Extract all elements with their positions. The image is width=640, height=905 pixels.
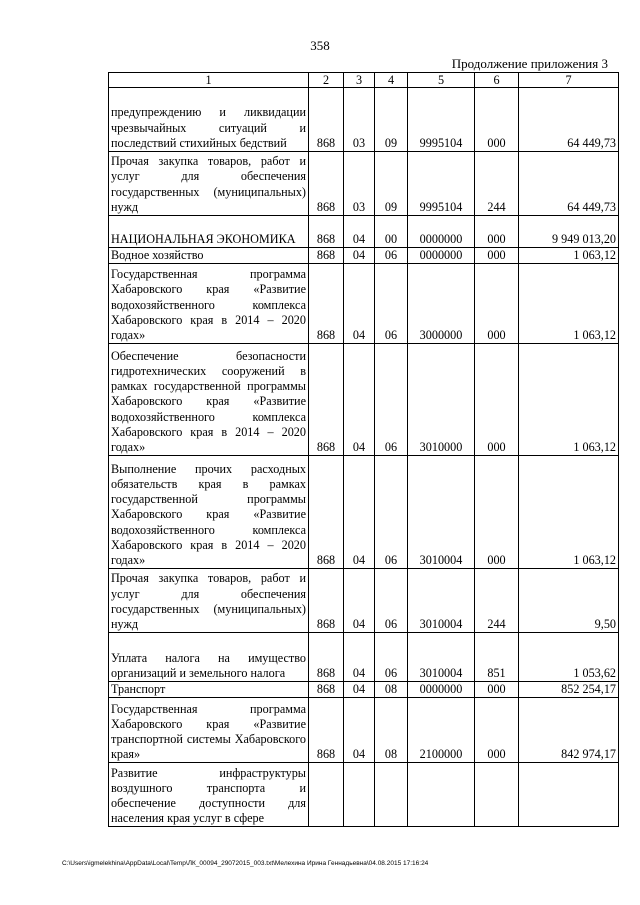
- row-vr: [475, 763, 519, 827]
- table-row: [109, 633, 619, 682]
- row-csr: 3010000: [408, 344, 475, 456]
- row-rz: 03: [344, 152, 375, 216]
- row-rz: 04: [344, 248, 375, 264]
- row-grbs: [309, 763, 344, 827]
- row-pr: 09: [375, 88, 408, 152]
- col-header-rz: 3: [344, 73, 375, 88]
- table-row: [109, 682, 619, 698]
- row-sum: 1 063,12: [519, 264, 619, 344]
- row-rz: 04: [344, 216, 375, 248]
- row-rz: 04: [344, 698, 375, 763]
- row-rz: 04: [344, 633, 375, 682]
- table-row: [109, 344, 619, 456]
- row-vr: 244: [475, 569, 519, 633]
- table-row: [109, 216, 619, 248]
- page-number: 358: [310, 38, 330, 53]
- row-grbs: 868: [309, 216, 344, 248]
- col-header-sum: 7: [519, 73, 619, 88]
- row-rz: 04: [344, 456, 375, 569]
- row-rz: 04: [344, 344, 375, 456]
- row-sum: 1 063,12: [519, 344, 619, 456]
- row-csr: 3010004: [408, 456, 475, 569]
- row-sum: 64 449,73: [519, 152, 619, 216]
- row-sum: 1 053,62: [519, 633, 619, 682]
- row-pr: 08: [375, 698, 408, 763]
- col-header-vr: 6: [475, 73, 519, 88]
- row-grbs: 868: [309, 88, 344, 152]
- table-row: [109, 264, 619, 344]
- row-name: предупреждению и ликвидации чрезвычайных ситуаций и последствий стихийных бедствий: [109, 88, 309, 152]
- row-pr: 08: [375, 682, 408, 698]
- row-sum: 64 449,73: [519, 88, 619, 152]
- row-name: Уплата налога на имущество организаций и земельного налога: [109, 633, 309, 682]
- row-name: Прочая закупка товаров, работ и услуг для обеспечения государственных (муниципальных) нужд: [109, 152, 309, 216]
- table-row: [109, 698, 619, 763]
- row-grbs: 868: [309, 264, 344, 344]
- row-pr: 06: [375, 569, 408, 633]
- row-name: Обеспечение безопасности гидротехнических сооружений в рамках государственной программы Хабаровского края «Развитие водохозяйственного комплекса Хабаровского края в 2014 – 2020 годах»: [109, 344, 309, 456]
- row-sum: [519, 763, 619, 827]
- row-csr: 2100000: [408, 698, 475, 763]
- row-pr: 00: [375, 216, 408, 248]
- row-grbs: 868: [309, 682, 344, 698]
- col-header-csr: 5: [408, 73, 475, 88]
- row-grbs: 868: [309, 698, 344, 763]
- row-grbs: 868: [309, 456, 344, 569]
- row-pr: 06: [375, 633, 408, 682]
- row-sum: 852 254,17: [519, 682, 619, 698]
- row-name: Развитие инфраструктуры воздушного транспорта и обеспечение доступности для населения края услуг в сфере: [109, 763, 309, 827]
- row-csr: 3010004: [408, 633, 475, 682]
- header-row: [109, 73, 619, 88]
- row-sum: 842 974,17: [519, 698, 619, 763]
- row-csr: 0000000: [408, 248, 475, 264]
- row-csr: 3010004: [408, 569, 475, 633]
- file-path-footer: C:\Users\igmelekhina\AppData\Local\Temp\ЛК_00094_29072015_003.txt\Мелехина Ирина Геннадьевна\04.08.2015 17:16:24: [62, 860, 429, 867]
- table-row: [109, 88, 619, 152]
- row-vr: 000: [475, 682, 519, 698]
- row-sum: 1 063,12: [519, 456, 619, 569]
- table-row: [109, 248, 619, 264]
- row-vr: 000: [475, 344, 519, 456]
- row-name: НАЦИОНАЛЬНАЯ ЭКОНОМИКА: [109, 216, 309, 248]
- row-name: Государственная программа Хабаровского края «Развитие водохозяйственного комплекса Хабаровского края в 2014 – 2020 годах»: [109, 264, 309, 344]
- row-name: Государственная программа Хабаровского края «Развитие транспортной системы Хабаровского края»: [109, 698, 309, 763]
- col-header-name: 1: [109, 73, 309, 88]
- row-rz: 04: [344, 682, 375, 698]
- col-header-grbs: 2: [309, 73, 344, 88]
- row-vr: 000: [475, 216, 519, 248]
- row-vr: 000: [475, 264, 519, 344]
- row-pr: 09: [375, 152, 408, 216]
- row-grbs: 868: [309, 569, 344, 633]
- row-csr: 9995104: [408, 88, 475, 152]
- table-row: [109, 569, 619, 633]
- row-name: Транспорт: [109, 682, 309, 698]
- table-row: [109, 456, 619, 569]
- row-grbs: 868: [309, 248, 344, 264]
- row-sum: 9,50: [519, 569, 619, 633]
- row-csr: 9995104: [408, 152, 475, 216]
- row-grbs: 868: [309, 344, 344, 456]
- row-grbs: 868: [309, 152, 344, 216]
- row-vr: 000: [475, 698, 519, 763]
- table-row: [109, 763, 619, 827]
- row-vr: 244: [475, 152, 519, 216]
- row-pr: 06: [375, 248, 408, 264]
- row-rz: 03: [344, 88, 375, 152]
- row-name: Водное хозяйство: [109, 248, 309, 264]
- row-name: Выполнение прочих расходных обязательств края в рамках государственной программы Хабаровского края «Развитие водохозяйственного комплекса Хабаровского края в 2014 – 2020 годах»: [109, 456, 309, 569]
- row-vr: 000: [475, 248, 519, 264]
- continuation-label: Продолжение приложения 3: [451, 56, 608, 71]
- row-grbs: 868: [309, 633, 344, 682]
- row-pr: 06: [375, 344, 408, 456]
- row-rz: 04: [344, 264, 375, 344]
- row-pr: [375, 763, 408, 827]
- budget-table: [108, 72, 619, 827]
- row-csr: [408, 763, 475, 827]
- row-pr: 06: [375, 456, 408, 569]
- row-vr: 000: [475, 456, 519, 569]
- row-csr: 3000000: [408, 264, 475, 344]
- row-rz: [344, 763, 375, 827]
- row-sum: 1 063,12: [519, 248, 619, 264]
- row-pr: 06: [375, 264, 408, 344]
- row-rz: 04: [344, 569, 375, 633]
- col-header-pr: 4: [375, 73, 408, 88]
- row-csr: 0000000: [408, 682, 475, 698]
- row-sum: 9 949 013,20: [519, 216, 619, 248]
- table-row: [109, 152, 619, 216]
- row-name: Прочая закупка товаров, работ и услуг для обеспечения государственных (муниципальных) нужд: [109, 569, 309, 633]
- row-vr: 851: [475, 633, 519, 682]
- row-vr: 000: [475, 88, 519, 152]
- row-csr: 0000000: [408, 216, 475, 248]
